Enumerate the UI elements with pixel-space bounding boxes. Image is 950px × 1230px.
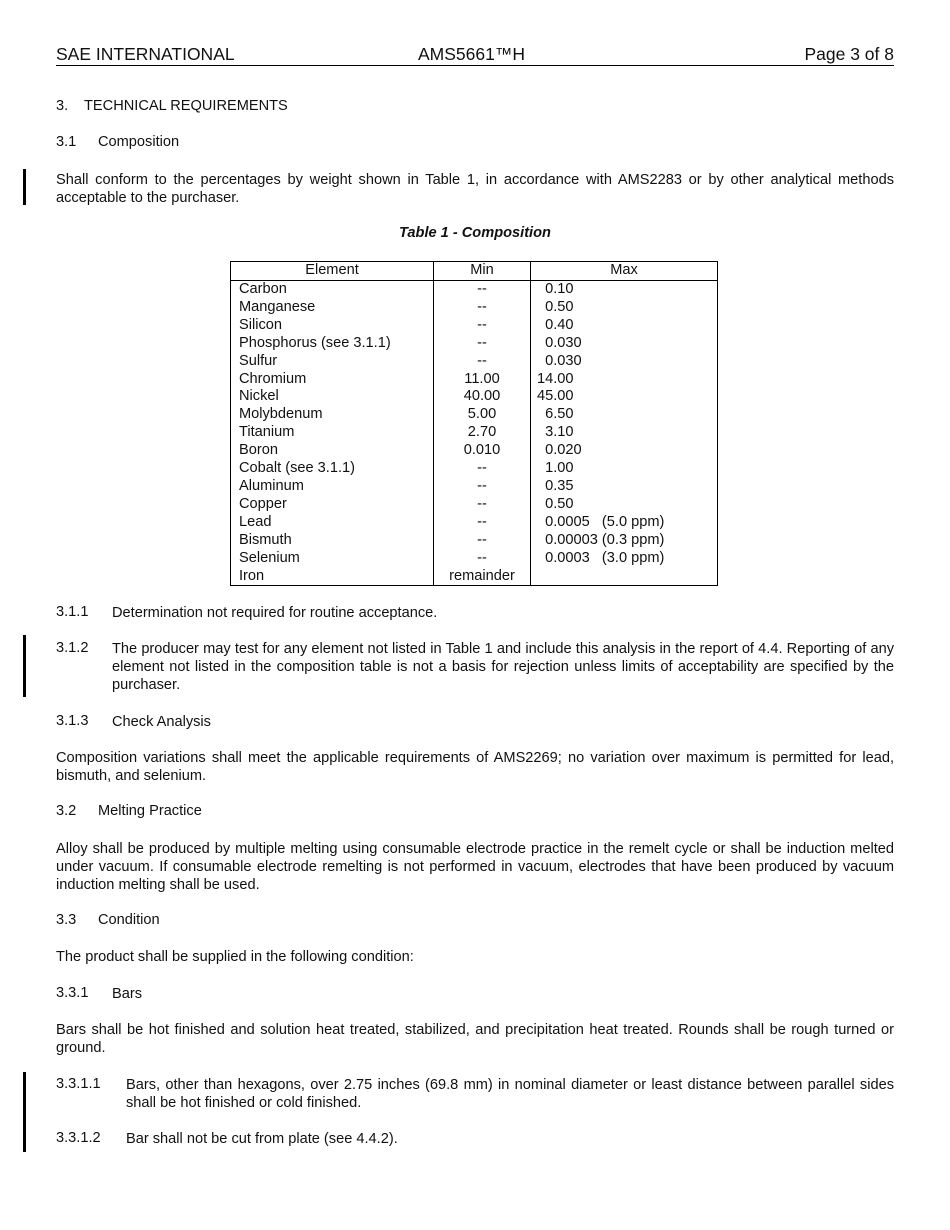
column-header-element: Element	[231, 262, 434, 281]
subsection-number: 3.1.2	[56, 640, 89, 656]
element-cell: Titanium	[231, 424, 434, 442]
revision-change-bar	[23, 635, 26, 697]
table-row	[231, 281, 718, 299]
composition-paragraph: Shall conform to the percentages by weight shown in Table 1, in accordance with AMS2283 or by other analytical methods acceptable to the purchaser.	[56, 172, 894, 206]
subsection-text: The producer may test for any element not listed in Table 1 and include this analysis in the report of 4.4. Reporting of any element not listed in the composition table is not a basis for rejection unless limits of acceptability are specified by the purchaser.	[112, 641, 894, 693]
section-title: Condition	[98, 912, 160, 928]
composition-table	[230, 261, 718, 586]
check-analysis-paragraph: Composition variations shall meet the applicable requirements of AMS2269; no variation over maximum is permitted for lead, bismuth, and selenium.	[56, 750, 894, 784]
element-cell: Cobalt (see 3.1.1)	[231, 460, 434, 478]
header-organization: SAE INTERNATIONAL	[56, 44, 235, 64]
max-cell: 0.50	[531, 496, 718, 514]
subsection-3-1-1	[56, 604, 894, 624]
table-row	[231, 371, 718, 389]
subsection-number: 3.3.1.1	[56, 1076, 101, 1092]
max-cell: 0.50	[531, 299, 718, 317]
table-row	[231, 317, 718, 335]
header-page-number: Page 3 of 8	[804, 44, 894, 64]
min-cell: --	[434, 281, 531, 299]
table-row	[231, 406, 718, 424]
section-number: 3.2	[56, 803, 77, 819]
max-cell: 0.40	[531, 317, 718, 335]
section-number: 3.1	[56, 134, 77, 150]
max-cell: 0.0005 (5.0 ppm)	[531, 514, 718, 532]
table-row	[231, 496, 718, 514]
column-header-min: Min	[434, 262, 531, 281]
header-document-id: AMS5661™H	[418, 44, 525, 64]
subsection-heading-3-3-1	[56, 985, 894, 1005]
min-cell: --	[434, 335, 531, 353]
table-row	[231, 514, 718, 532]
subsection-3-3-1-1	[56, 1076, 894, 1114]
section-number: 3.3	[56, 912, 77, 928]
subsection-number: 3.1.3	[56, 713, 89, 729]
table-row	[231, 442, 718, 460]
min-cell: --	[434, 532, 531, 550]
min-cell: 11.00	[434, 371, 531, 389]
condition-paragraph: The product shall be supplied in the following condition:	[56, 949, 414, 965]
subsection-3-3-1-2	[56, 1130, 894, 1150]
subsection-text: Bar shall not be cut from plate (see 4.4.2).	[126, 1131, 398, 1147]
section-number: 3.	[56, 98, 69, 114]
element-cell: Selenium	[231, 550, 434, 568]
element-cell: Nickel	[231, 388, 434, 406]
melting-practice-paragraph: Alloy shall be produced by multiple melting using consumable electrode practice in the remelt cycle or shall be induction melted under vacuum. If consumable electrode remelting is not performed in vacuum, electrodes that have been produced by vacuum induction melting shall be used.	[56, 841, 894, 893]
table-row	[231, 388, 718, 406]
subsection-number: 3.3.1	[56, 985, 89, 1001]
subsection-text: Bars, other than hexagons, over 2.75 inches (69.8 mm) in nominal diameter or least distance between parallel sides shall be hot finished or cold finished.	[126, 1077, 894, 1111]
min-cell: remainder	[434, 568, 531, 586]
min-cell: --	[434, 299, 531, 317]
element-cell: Bismuth	[231, 532, 434, 550]
element-cell: Copper	[231, 496, 434, 514]
subsection-title: Check Analysis	[112, 714, 211, 730]
max-cell: 0.030	[531, 353, 718, 371]
max-cell: 1.00	[531, 460, 718, 478]
section-heading-3-3	[56, 912, 160, 928]
element-cell: Lead	[231, 514, 434, 532]
element-cell: Carbon	[231, 281, 434, 299]
min-cell: --	[434, 353, 531, 371]
min-cell: 40.00	[434, 388, 531, 406]
min-cell: --	[434, 550, 531, 568]
subsection-number: 3.1.1	[56, 604, 89, 620]
subsection-heading-3-1-3	[56, 713, 894, 733]
table-row	[231, 335, 718, 353]
min-cell: --	[434, 514, 531, 532]
table-row	[231, 299, 718, 317]
min-cell: --	[434, 496, 531, 514]
table-row	[231, 460, 718, 478]
section-heading-3-1	[56, 134, 180, 150]
max-cell: 6.50	[531, 406, 718, 424]
column-header-max: Max	[531, 262, 718, 281]
table-row	[231, 568, 718, 586]
element-cell: Aluminum	[231, 478, 434, 496]
max-cell: 0.020	[531, 442, 718, 460]
element-cell: Iron	[231, 568, 434, 586]
min-cell: 0.010	[434, 442, 531, 460]
table-caption: Table 1 - Composition	[399, 225, 551, 241]
max-cell: 3.10	[531, 424, 718, 442]
max-cell: 0.10	[531, 281, 718, 299]
subsection-text: Determination not required for routine acceptance.	[112, 605, 438, 621]
section-title: Composition	[98, 134, 180, 150]
max-cell: 0.030	[531, 335, 718, 353]
subsection-title: Bars	[112, 986, 143, 1002]
max-cell: 45.00	[531, 388, 718, 406]
subsection-number: 3.3.1.2	[56, 1130, 101, 1146]
revision-change-bar	[23, 1072, 26, 1152]
subsection-3-1-2	[56, 640, 894, 696]
section-heading-3	[56, 98, 288, 114]
max-cell: 0.0003 (3.0 ppm)	[531, 550, 718, 568]
section-heading-3-2	[56, 803, 202, 819]
element-cell: Molybdenum	[231, 406, 434, 424]
table-row	[231, 424, 718, 442]
revision-change-bar	[23, 169, 26, 205]
element-cell: Silicon	[231, 317, 434, 335]
min-cell: 2.70	[434, 424, 531, 442]
element-cell: Manganese	[231, 299, 434, 317]
table-header-row	[231, 262, 718, 281]
max-cell: 0.00003 (0.3 ppm)	[531, 532, 718, 550]
element-cell: Chromium	[231, 371, 434, 389]
table-row	[231, 353, 718, 371]
table-row	[231, 532, 718, 550]
bars-paragraph: Bars shall be hot finished and solution heat treated, stabilized, and precipitation heat treated. Rounds shall be rough turned or ground.	[56, 1022, 894, 1056]
section-title: TECHNICAL REQUIREMENTS	[84, 98, 288, 114]
max-cell: 0.35	[531, 478, 718, 496]
element-cell: Boron	[231, 442, 434, 460]
table-row	[231, 550, 718, 568]
section-title: Melting Practice	[98, 803, 202, 819]
page-header	[56, 43, 894, 66]
max-cell	[531, 568, 718, 586]
min-cell: --	[434, 478, 531, 496]
element-cell: Phosphorus (see 3.1.1)	[231, 335, 434, 353]
min-cell: --	[434, 460, 531, 478]
min-cell: 5.00	[434, 406, 531, 424]
max-cell: 14.00	[531, 371, 718, 389]
element-cell: Sulfur	[231, 353, 434, 371]
min-cell: --	[434, 317, 531, 335]
table-row	[231, 478, 718, 496]
